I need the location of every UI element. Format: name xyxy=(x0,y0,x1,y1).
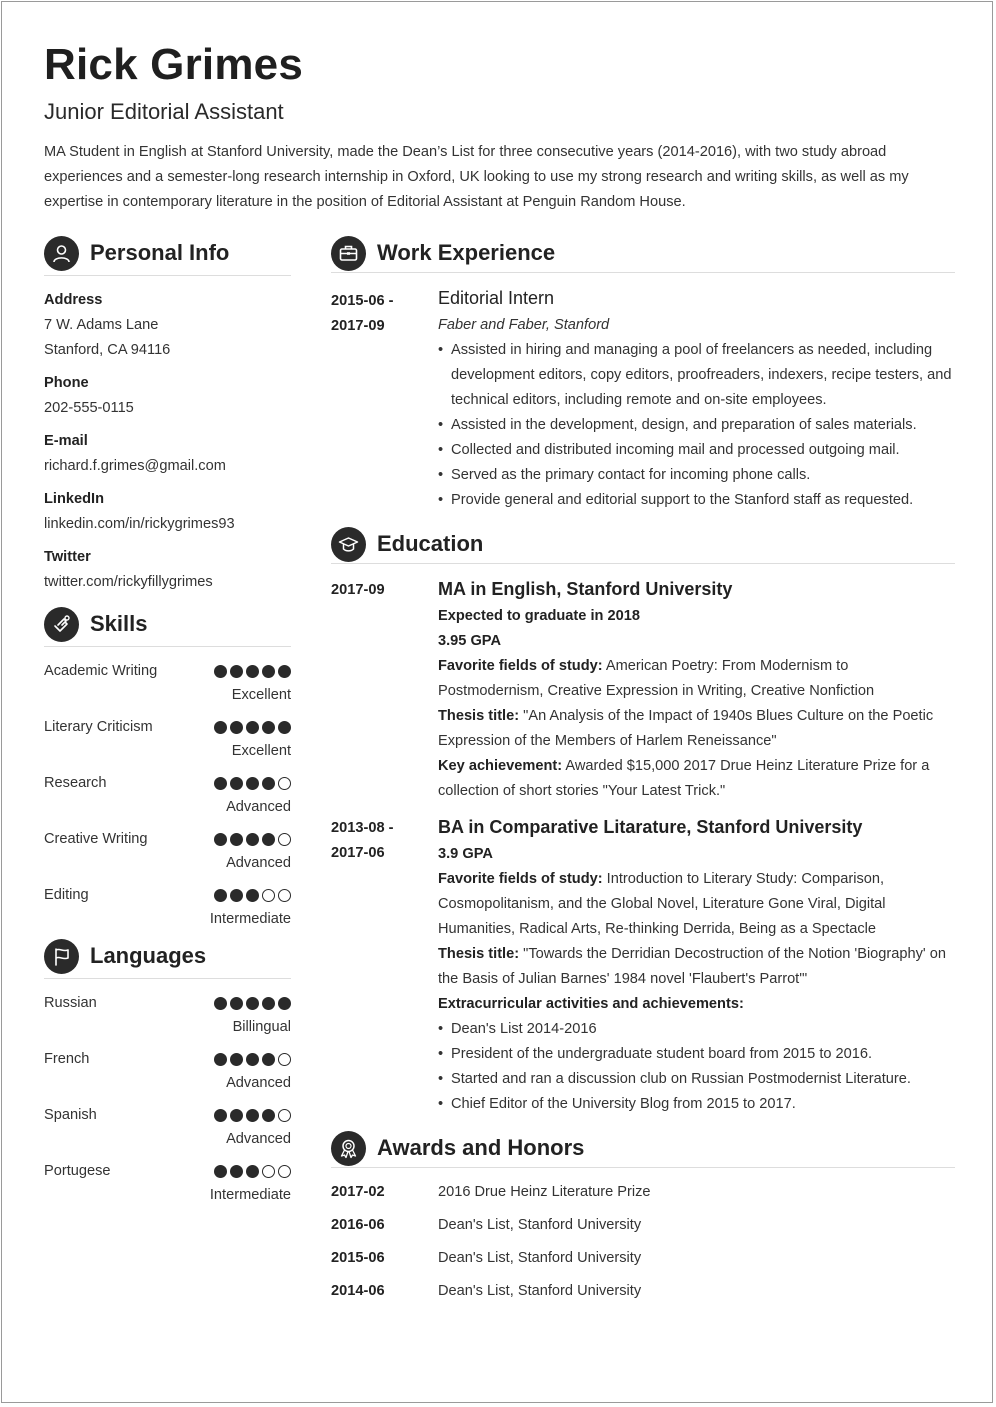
ba-extra-item: • Chief Editor of the University Blog from 2015 to 2017. xyxy=(438,1092,955,1117)
rating-dot-empty xyxy=(278,1165,291,1178)
person-icon xyxy=(44,236,79,271)
rating-dot-empty xyxy=(262,889,275,902)
work-entry-company: Faber and Faber, Stanford xyxy=(438,317,610,333)
ba-extra-item: • Started and ran a discussion club on Russian Postmodernist Literature. xyxy=(438,1067,955,1092)
education-heading xyxy=(331,525,955,564)
ba-date-end: 2017-06 xyxy=(331,845,385,861)
ma-fields xyxy=(438,654,955,704)
rating-dot-filled xyxy=(278,997,291,1010)
work-bullet: • Provide general and editorial support to the Stanford staff as requested. xyxy=(438,488,955,513)
skill-level: Excellent xyxy=(231,687,291,703)
language-name: Portugese xyxy=(44,1163,111,1179)
twitter-value: twitter.com/rickyfillygrimes xyxy=(44,574,213,590)
awards-heading xyxy=(331,1129,955,1168)
work-bullet: • Assisted in the development, design, and preparation of sales materials. xyxy=(438,413,955,438)
rating-dot-empty xyxy=(278,833,291,846)
work-heading xyxy=(331,234,955,273)
education-title: Education xyxy=(377,531,484,556)
phone-label: Phone xyxy=(44,375,89,391)
ba-extra-item: • President of the undergraduate student board from 2015 to 2016. xyxy=(438,1042,955,1067)
work-date-end: 2017-09 xyxy=(331,318,385,334)
ba-gpa: 3.9 GPA xyxy=(438,846,493,862)
rating-dot-empty xyxy=(278,1109,291,1122)
language-level: Intermediate xyxy=(209,1187,291,1203)
award-date: 2015-06 xyxy=(331,1250,385,1266)
language-level: Advanced xyxy=(226,1075,291,1091)
award-row xyxy=(331,1180,955,1213)
twitter-label: Twitter xyxy=(44,549,91,565)
language-row xyxy=(44,1159,291,1215)
rating-dot-filled xyxy=(214,833,227,846)
ma-gpa: 3.95 GPA xyxy=(438,633,501,649)
rating-dot-filled xyxy=(278,721,291,734)
ba-date-start: 2013-08 - xyxy=(331,820,394,836)
rating-dot-filled xyxy=(230,889,243,902)
address-block xyxy=(44,288,291,363)
rating-dot-filled xyxy=(262,721,275,734)
rating-dot-filled xyxy=(214,777,227,790)
rating-dot-filled xyxy=(214,1109,227,1122)
language-rating-dots xyxy=(214,1053,291,1067)
ba-fields-label: Favorite fields of study: xyxy=(438,871,603,887)
rating-dot-filled xyxy=(246,1109,259,1122)
language-rating-dots xyxy=(214,997,291,1011)
rating-dot-filled xyxy=(262,777,275,790)
flag-icon xyxy=(44,939,79,974)
left-column xyxy=(44,234,291,1215)
rating-dot-filled xyxy=(214,997,227,1010)
ma-fields-label: Favorite fields of study: xyxy=(438,658,603,674)
skill-row xyxy=(44,827,291,883)
skill-row xyxy=(44,715,291,771)
award-date: 2017-02 xyxy=(331,1184,385,1200)
rating-dot-filled xyxy=(262,665,275,678)
candidate-name: Rick Grimes xyxy=(44,40,304,89)
ma-achievement-label: Key achievement: xyxy=(438,758,563,774)
awards-list xyxy=(331,1180,955,1312)
rating-dot-empty xyxy=(262,1165,275,1178)
rating-dot-filled xyxy=(230,997,243,1010)
language-level: Advanced xyxy=(226,1131,291,1147)
work-bullets xyxy=(438,338,955,513)
language-name: Russian xyxy=(44,995,97,1011)
award-row xyxy=(331,1213,955,1246)
language-row xyxy=(44,991,291,1047)
phone-block xyxy=(44,371,291,421)
email-block xyxy=(44,429,291,479)
ba-fields-value: Introduction to Literary Study: Comparison, Cosmopolitanism, and the Global Novel, Literature Gone Viral, Digital Humanities, Radical Arts, Re-thinking Derrida, Being as a Spectacle xyxy=(438,871,886,937)
work-entry-title: Editorial Intern xyxy=(438,288,555,308)
ma-body xyxy=(438,576,955,804)
right-column xyxy=(331,234,955,1312)
email-label: E-mail xyxy=(44,433,88,449)
work-bullet: • Served as the primary contact for incoming phone calls. xyxy=(438,463,955,488)
skill-name: Editing xyxy=(44,887,89,903)
skills-title: Skills xyxy=(90,611,148,636)
rating-dot-filled xyxy=(230,665,243,678)
skill-level: Advanced xyxy=(226,799,291,815)
skill-rating-dots xyxy=(214,777,291,791)
ma-achievement xyxy=(438,754,955,804)
graduation-cap-icon xyxy=(331,527,366,562)
rating-dot-filled xyxy=(230,777,243,790)
work-bullet: • Assisted in hiring and managing a pool of freelancers as needed, including development editors, copy editors, proofreaders, indexers, recipe testers, and technical editors, including remote and on-site employees. xyxy=(438,338,955,413)
ma-date: 2017-09 xyxy=(331,582,385,598)
award-title: Dean's List, Stanford University xyxy=(438,1217,642,1233)
skill-rating-dots xyxy=(214,665,291,679)
rating-dot-filled xyxy=(246,997,259,1010)
ba-thesis xyxy=(438,942,955,992)
rating-dot-filled xyxy=(278,665,291,678)
work-entry-body xyxy=(438,285,955,513)
address-line2: Stanford, CA 94116 xyxy=(44,342,171,358)
linkedin-label: LinkedIn xyxy=(44,491,104,507)
rating-dot-filled xyxy=(230,1053,243,1066)
resume-page xyxy=(1,1,993,1403)
rating-dot-filled xyxy=(246,1165,259,1178)
language-row xyxy=(44,1047,291,1103)
linkedin-block xyxy=(44,487,291,537)
award-title: Dean's List, Stanford University xyxy=(438,1283,642,1299)
language-name: Spanish xyxy=(44,1107,97,1123)
address-label: Address xyxy=(44,292,103,308)
ba-body xyxy=(438,814,955,1117)
ma-achievement-value: Awarded $15,000 2017 Drue Heinz Literature Prize for a collection of short stories "Your Latest Trick." xyxy=(438,758,930,799)
summary: MA Student in English at Stanford University, made the Dean’s List for three consecutive years (2014-2016), with two study abroad experiences and a semester-long research internship in Oxford, UK looking to use my strong research and writing skills, as well as my expertise in contemporary literature in the position of Editorial Assistant at Penguin Random House. xyxy=(44,144,909,210)
rating-dot-filled xyxy=(246,833,259,846)
language-name: French xyxy=(44,1051,90,1067)
rating-dot-filled xyxy=(262,997,275,1010)
address-line1: 7 W. Adams Lane xyxy=(44,317,159,333)
rating-dot-filled xyxy=(262,1053,275,1066)
skill-rating-dots xyxy=(214,833,291,847)
rating-dot-filled xyxy=(230,1109,243,1122)
skill-level: Intermediate xyxy=(209,911,291,927)
rating-dot-filled xyxy=(214,665,227,678)
rating-dot-filled xyxy=(262,1109,275,1122)
work-date-start: 2015-06 - xyxy=(331,293,394,309)
rating-dot-filled xyxy=(214,1165,227,1178)
ba-title: BA in Comparative Litarature, Stanford University xyxy=(438,817,863,837)
twitter-block xyxy=(44,545,291,595)
ba-extras xyxy=(438,1017,955,1117)
award-row xyxy=(331,1246,955,1279)
award-row xyxy=(331,1279,955,1312)
rating-dot-empty xyxy=(278,777,291,790)
rating-dot-filled xyxy=(230,1165,243,1178)
work-entry xyxy=(331,285,955,513)
skills-list xyxy=(44,659,291,939)
ba-extra-label: Extracurricular activities and achievements: xyxy=(438,996,744,1012)
awards-title: Awards and Honors xyxy=(377,1135,585,1160)
ba-fields xyxy=(438,867,955,942)
wrench-hand-icon xyxy=(44,607,79,642)
skill-row xyxy=(44,659,291,715)
languages-list xyxy=(44,991,291,1215)
skill-name: Literary Criticism xyxy=(44,719,153,735)
skill-level: Excellent xyxy=(231,743,291,759)
rating-dot-filled xyxy=(214,889,227,902)
ma-thesis-label: Thesis title: xyxy=(438,708,520,724)
phone-value: 202-555-0115 xyxy=(44,400,134,416)
ba-extra-item: • Dean's List 2014-2016 xyxy=(438,1017,955,1042)
rating-dot-empty xyxy=(278,889,291,902)
ba-thesis-value: "Towards the Derridian Decostruction of the Notion 'Biography' on the Basis of Julian Barnes' 1984 novel 'Flaubert's Parrot'" xyxy=(438,946,946,987)
personal-info-heading xyxy=(44,234,291,276)
ma-thesis xyxy=(438,704,955,754)
language-row xyxy=(44,1103,291,1159)
work-entry-date xyxy=(331,289,426,339)
skill-name: Academic Writing xyxy=(44,663,158,679)
languages-title: Languages xyxy=(90,943,207,968)
rating-dot-filled xyxy=(246,777,259,790)
rating-dot-filled xyxy=(246,665,259,678)
skill-row xyxy=(44,883,291,939)
award-title: Dean's List, Stanford University xyxy=(438,1250,642,1266)
briefcase-icon xyxy=(331,236,366,271)
language-rating-dots xyxy=(214,1109,291,1123)
education-entry-ma xyxy=(331,576,955,804)
language-rating-dots xyxy=(214,1165,291,1179)
rating-dot-filled xyxy=(214,1053,227,1066)
work-bullet: • Collected and distributed incoming mail and processed outgoing mail. xyxy=(438,438,955,463)
skill-row xyxy=(44,771,291,827)
rating-dot-filled xyxy=(262,833,275,846)
linkedin-value: linkedin.com/in/rickygrimes93 xyxy=(44,516,235,532)
candidate-title: Junior Editorial Assistant xyxy=(44,99,284,124)
education-entry-ba xyxy=(331,814,955,1117)
skill-level: Advanced xyxy=(226,855,291,871)
skills-heading xyxy=(44,605,291,647)
rating-dot-empty xyxy=(278,1053,291,1066)
ma-fields-value: American Poetry: From Modernism to Postmodernism, Creative Expression in Writing, Creative Nonfiction xyxy=(438,658,875,699)
ba-date xyxy=(331,816,426,866)
skill-name: Research xyxy=(44,775,107,791)
personal-info-title: Personal Info xyxy=(90,240,230,265)
award-date: 2014-06 xyxy=(331,1283,385,1299)
languages-heading xyxy=(44,937,291,979)
work-title: Work Experience xyxy=(377,240,556,265)
language-level: Billingual xyxy=(232,1019,291,1035)
rating-dot-filled xyxy=(230,833,243,846)
award-date: 2016-06 xyxy=(331,1217,385,1233)
ma-title: MA in English, Stanford University xyxy=(438,579,733,599)
rating-dot-filled xyxy=(246,1053,259,1066)
rating-dot-filled xyxy=(230,721,243,734)
ma-expected: Expected to graduate in 2018 xyxy=(438,608,640,624)
rating-dot-filled xyxy=(246,889,259,902)
rating-dot-filled xyxy=(214,721,227,734)
skill-rating-dots xyxy=(214,721,291,735)
email-value: richard.f.grimes@gmail.com xyxy=(44,458,226,474)
ma-thesis-value: "An Analysis of the Impact of 1940s Blues Culture on the Poetic Expression of the Members of Harlem Reneissance" xyxy=(438,708,934,749)
rating-dot-filled xyxy=(246,721,259,734)
skill-name: Creative Writing xyxy=(44,831,148,847)
skill-rating-dots xyxy=(214,889,291,903)
award-ribbon-icon xyxy=(331,1131,366,1166)
ba-thesis-label: Thesis title: xyxy=(438,946,520,962)
award-title: 2016 Drue Heinz Literature Prize xyxy=(438,1184,651,1200)
